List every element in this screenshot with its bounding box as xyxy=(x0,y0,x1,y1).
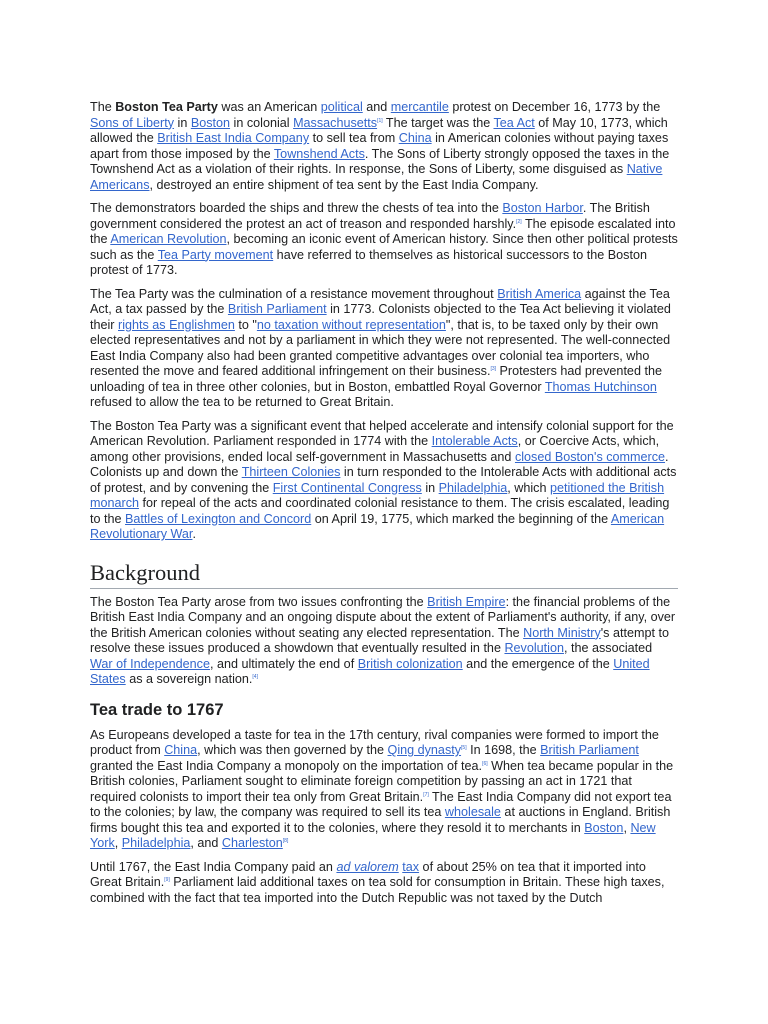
link-mercantile[interactable]: mercantile xyxy=(390,100,449,114)
citation-6[interactable]: [6] xyxy=(482,760,488,767)
citation-8[interactable]: [8] xyxy=(282,837,289,844)
link-boston[interactable]: Boston xyxy=(584,820,624,835)
link-tea-act[interactable]: Tea Act xyxy=(493,115,535,130)
link-tax[interactable]: tax xyxy=(402,859,420,874)
intro-paragraph-4: The Boston Tea Party was a significant event that helped accelerate and intensify colonial support for the American Revolution. Parliament responded in 1774 with the Intolerable Acts, or Coercive Acts, which, among other provisions, ended local self-government in Massachusetts and closed Boston's commerce. Colonists up and down the Thirteen Colonies in turn responded to the Intolerable Acts with additional acts of protest, and by convening the First Continental Congress in Philadelphia, which petitioned the British monarch for repeal of the acts and coordinated colonial resistance to them. The crisis escalated, leading to the Battles of Lexington and Concord on April 19, 1775, which marked the beginning of the American Revolutionary War. xyxy=(90,418,677,541)
link-native-americans[interactable]: Native Americans xyxy=(90,162,663,192)
link-china[interactable]: China xyxy=(164,743,198,757)
citation-5[interactable]: [5] xyxy=(461,744,467,751)
link-war-of-independence[interactable]: War of Independence xyxy=(90,656,210,671)
tea-trade-paragraph-2: Until 1767, the East India Company paid an ad valorem tax of about 25% on tea that it imported into Great Britain.[9] Parliament laid additional taxes on tea sold for consumption in Britain. These high taxes, combined with the fact that tea imported into the Dutch Republic was not taxed by the Dutch xyxy=(90,859,665,905)
section-heading-background: Background xyxy=(90,559,678,589)
link-sons-of-liberty[interactable]: Sons of Liberty xyxy=(90,115,175,130)
link-north-ministry[interactable]: North Ministry xyxy=(523,625,601,640)
link-battles-of-lexington-and-concord[interactable]: Battles of Lexington and Concord xyxy=(125,511,312,526)
background-paragraph: The Boston Tea Party arose from two issues confronting the British Empire: the financial problems of the British East India Company and an ongoing dispute about the extent of Parliament's authority, if any, over the British American colonies without seating any elected representation. The North Ministry's attempt to resolve these issues produced a showdown that eventually resulted in the Revolution, the associated War of Independence, and ultimately the end of British colonization and the emergence of the United States as a sovereign nation.[4] xyxy=(90,594,676,686)
citation-7[interactable]: [7] xyxy=(423,791,429,798)
link-massachusetts[interactable]: Massachusetts xyxy=(293,115,378,130)
link-new-york[interactable]: New York xyxy=(90,820,656,850)
link-british-america[interactable]: British America xyxy=(497,286,582,301)
link-american-revolutionary-war[interactable]: American Revolutionary War xyxy=(90,511,665,541)
citation-3[interactable]: [3] xyxy=(490,365,497,372)
link-boston[interactable]: Boston xyxy=(190,115,231,130)
link-townshend-acts[interactable]: Townshend Acts xyxy=(273,146,365,161)
link-british-empire[interactable]: British Empire xyxy=(427,594,506,609)
link-boston-harbor[interactable]: Boston Harbor xyxy=(502,201,583,215)
link-tea-party-movement[interactable]: Tea Party movement xyxy=(157,247,274,262)
link-american-revolution[interactable]: American Revolution xyxy=(110,232,227,246)
link-british-parliament[interactable]: British Parliament xyxy=(540,743,639,757)
link-thomas-hutchinson[interactable]: Thomas Hutchinson xyxy=(544,379,657,394)
section-heading-tea-trade: Tea trade to 1767 xyxy=(90,700,224,719)
citation-4[interactable]: [4] xyxy=(252,673,258,680)
link-thirteen-colonies[interactable]: Thirteen Colonies xyxy=(241,465,341,479)
link-philadelphia[interactable]: Philadelphia xyxy=(121,836,191,850)
link-charleston[interactable]: Charleston xyxy=(221,836,283,850)
intro-paragraph-3: The Tea Party was the culmination of a resistance movement throughout British America against the Tea Act, a tax passed by the British Parliament in 1773. Colonists objected to the Tea Act believing it violated their rights as Englishmen to "no taxation without representation", that is, to be taxed only by their own elected representatives and not by a parliament in which they were not represented. The well-connected East India Company also had been granted competitive advantages over colonial tea importers, who resented the move and feared additional infringement on their business.[3] Protesters had prevented the unloading of tea in three other colonies, but in Boston, embattled Royal Governor Thomas Hutchinson refused to allow the tea to be returned to Great Britain. xyxy=(90,286,671,409)
citation-9[interactable]: [9] xyxy=(164,876,170,883)
article-body xyxy=(90,100,678,914)
link-philadelphia[interactable]: Philadelphia xyxy=(438,480,508,495)
link-wholesale[interactable]: wholesale xyxy=(444,805,501,819)
link-china[interactable]: China xyxy=(398,131,432,145)
link-petitioned-the-british-monarch[interactable]: petitioned the British monarch xyxy=(90,480,665,510)
link-political[interactable]: political xyxy=(320,100,363,114)
link-intolerable-acts[interactable]: Intolerable Acts xyxy=(431,434,518,448)
link-united-states[interactable]: United States xyxy=(90,656,650,686)
link-first-continental-congress[interactable]: First Continental Congress xyxy=(272,480,422,495)
citation-2[interactable]: [2] xyxy=(516,218,522,225)
link-british-colonization[interactable]: British colonization xyxy=(357,656,463,671)
intro-paragraph-1: The Boston Tea Party was an American political and mercantile protest on December 16, 1773 by the Sons of Liberty in Boston in colonial Massachusetts[1] The target was the Tea Act of May 10, 1773, which allowed the British East India Company to sell tea from China in American colonies without paying taxes apart from those imposed by the Townshend Acts. The Sons of Liberty strongly opposed the taxes in the Townshend Act as a violation of their rights. In response, the Sons of Liberty, some disguised as Native Americans, destroyed an entire shipment of tea sent by the East India Company. xyxy=(90,100,670,192)
link-closed-bostons-commerce[interactable]: closed Boston's commerce xyxy=(514,449,666,464)
intro-paragraph-2: The demonstrators boarded the ships and threw the chests of tea into the Boston Harbor. The British government considered the protest an act of treason and responded harshly.[2] The episode escalated into the American Revolution, becoming an iconic event of American history. Since then other political protests such as the Tea Party movement have referred to themselves as historical successors to the Boston protest of 1773. xyxy=(90,201,678,277)
link-qing-dynasty[interactable]: Qing dynasty xyxy=(387,743,462,757)
link-british-parliament[interactable]: British Parliament xyxy=(227,302,327,316)
link-no-taxation-without-representation[interactable]: no taxation without representation xyxy=(256,317,446,332)
article-subject: Boston Tea Party xyxy=(115,100,218,114)
citation-1[interactable]: [1] xyxy=(377,117,383,124)
tea-trade-paragraph-1: As Europeans developed a taste for tea in the 17th century, rival companies were formed to import the product from China, which was then governed by the Qing dynasty[5] In 1698, the British Parliament granted the East India Company a monopoly on the importation of tea.[6] When tea became popular in the British colonies, Parliament sought to eliminate foreign competition by passing an act in 1721 that required colonists to import their tea only from Great Britain.[7] The East India Company did not export tea to the colonies; by law, the company was required to sell its tea wholesale at auctions in England. British firms bought this tea and exported it to the colonies, where they resold it to merchants in Boston, New York, Philadelphia, and Charleston[8] xyxy=(90,727,674,850)
link-british-east-india-company[interactable]: British East India Company xyxy=(157,131,310,145)
link-rights-as-englishmen[interactable]: rights as Englishmen xyxy=(118,317,235,332)
link-revolution[interactable]: Revolution xyxy=(504,641,564,655)
link-ad-valorem[interactable]: ad valorem xyxy=(336,859,399,874)
